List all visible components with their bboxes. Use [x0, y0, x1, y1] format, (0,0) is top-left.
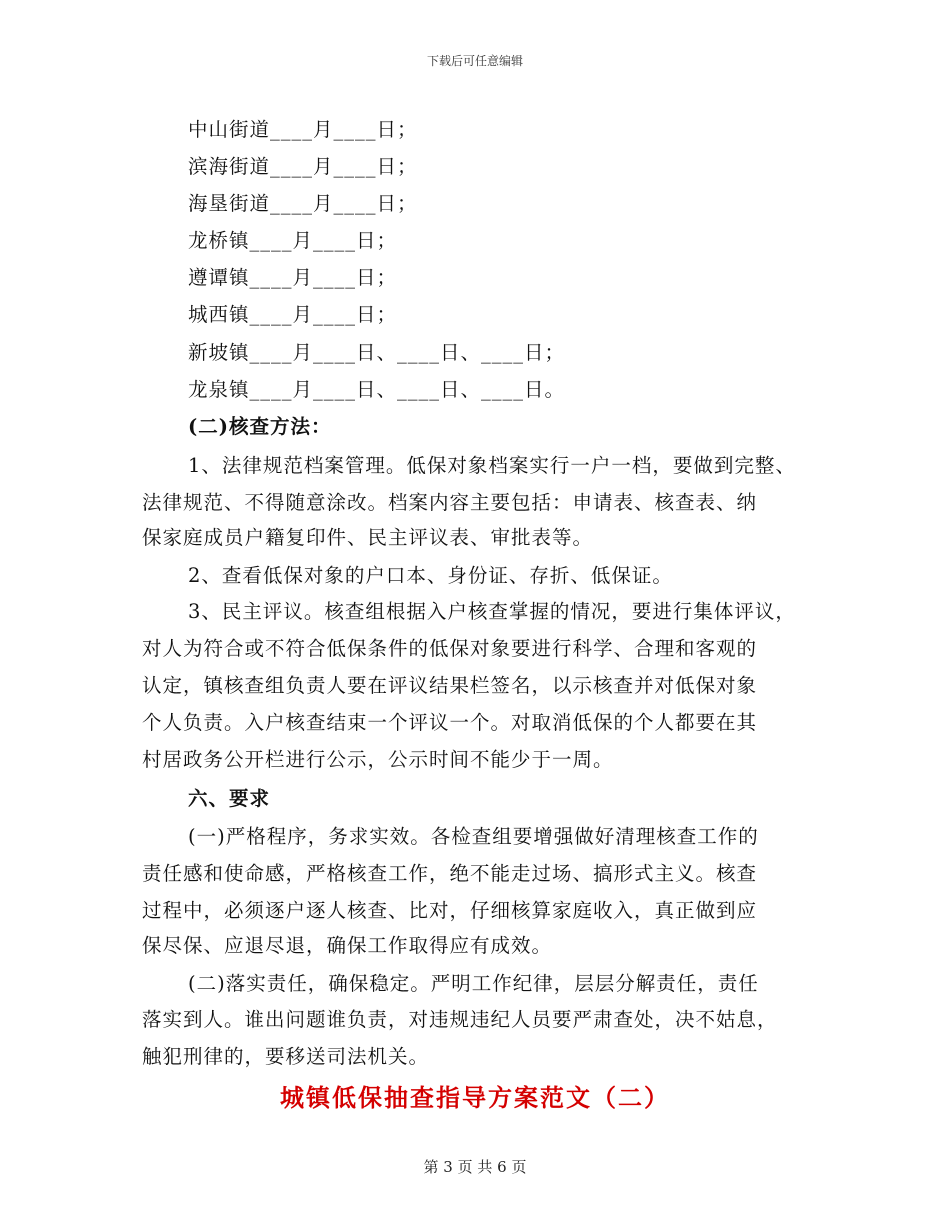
paragraph-line: 过程中，必须逐户逐人核查、比对，仔细核算家庭收入，真正做到应 [142, 899, 758, 922]
paragraph-line: 触犯刑律的，要移送司法机关。 [142, 1045, 430, 1068]
paragraph-line: (一)严格程序，务求实效。各检查组要增强做好清理核查工作的 [188, 825, 759, 848]
paragraph-line: 1、法律规范档案管理。低保对象档案实行一户一档，要做到完整、 [188, 454, 796, 477]
method-heading: (二)核查方法： [188, 415, 332, 438]
paragraph-line: 保家庭成员户籍复印件、民主评议表、审批表等。 [142, 526, 594, 549]
schedule-line: 中山街道____月____日； [188, 118, 418, 141]
requirements-heading: 六、要求 [188, 787, 271, 810]
schedule-line: 新坡镇____月____日、____日、____日； [188, 341, 566, 364]
schedule-line: 城西镇____月____日； [188, 303, 398, 326]
paragraph-line: 3、民主评议。核查组根据入户核查掌握的情况，要进行集体评议， [188, 600, 796, 623]
schedule-line: 滨海街道____月____日； [188, 155, 418, 178]
paragraph-line: 责任感和使命感，严格核查工作，绝不能走过场、搞形式主义。核查 [142, 862, 758, 885]
schedule-line: 龙桥镇____月____日； [188, 229, 398, 252]
section-title: 城镇低保抽查指导方案范文（二） [280, 1083, 670, 1112]
schedule-line: 龙泉镇____月____日、____日、____日。 [188, 378, 566, 401]
paragraph-line: 个人负责。入户核查结束一个评议一个。对取消低保的个人都要在其 [142, 711, 758, 734]
paragraph-line: 法律规范、不得随意涂改。档案内容主要包括：申请表、核查表、纳 [142, 491, 758, 514]
schedule-line: 海垦街道____月____日； [188, 192, 418, 215]
paragraph-line: 落实到人。谁出问题谁负责，对违规违纪人员要严肃查处，决不姑息， [142, 1008, 778, 1031]
page-header: 下载后可任意编辑 [426, 54, 523, 68]
page-footer: 第 3 页 共 6 页 [423, 1158, 527, 1176]
paragraph-line: 2、查看低保对象的户口本、身份证、存折、低保证。 [188, 564, 673, 587]
schedule-line: 遵谭镇____月____日； [188, 266, 398, 289]
paragraph-line: 认定，镇核查组负责人要在评议结果栏签名，以示核查并对低保对象 [142, 674, 758, 697]
paragraph-line: 村居政务公开栏进行公示，公示时间不能少于一周。 [142, 748, 614, 771]
paragraph-line: 保尽保、应退尽退，确保工作取得应有成效。 [142, 934, 553, 957]
paragraph-line: (二)落实责任，确保稳定。严明工作纪律，层层分解责任，责任 [188, 972, 759, 995]
paragraph-line: 对人为符合或不符合低保条件的低保对象要进行科学、合理和客观的 [142, 637, 758, 660]
